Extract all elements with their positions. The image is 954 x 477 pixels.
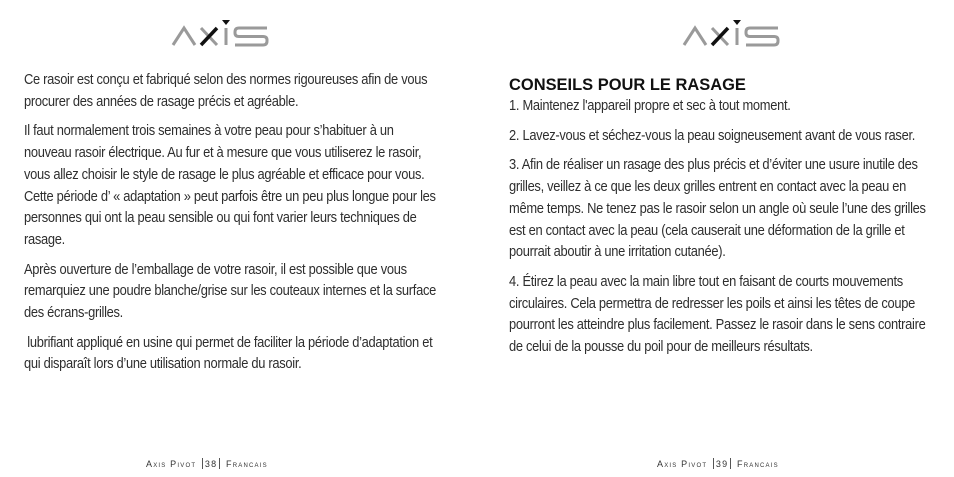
left-page-body [24,69,437,383]
tip-item: 3. Afin de réaliser un rasage des plus précis et d’éviter une usure inutile des grilles, veillez à ce que les deux grilles entrent en contact avec la peau en même temps. Ne tenez pas le rasoir selon un angle où seule l’une des grilles est en contact avec la peau (cela causerait une déformation de la grille et pourrait aboutir à une irritation cutanée). [509,156,926,261]
paragraph: lubrifiant appliqué en usine qui permet de faciliter la période d’adaptation et qui disparaît lors d’une utilisation normale du rasoir. [24,333,436,373]
page-footer [146,458,268,469]
tip-item: 2. Lavez-vous et séchez-vous la peau soigneusement avant de vous raser. [509,126,916,144]
footer-language: Francais [737,459,779,469]
divider [713,458,714,469]
page-number: 39 [715,459,729,469]
paragraph: Ce rasoir est conçu et fabriqué selon des normes rigoureuses afin de vous procurer des années de rasage précis et agréable. [24,71,428,110]
divider [730,458,731,469]
axis-logo [171,20,271,48]
paragraph: Il faut normalement trois semaines à votre peau pour s’habituer à un nouveau rasoir électrique. Au fur et à mesure que vous utiliserez le rasoir, vous allez choisir le style de rasage le plus agréable et efficace pour vous. Cette période d’ « adaptation » peut parfois être un peu plus longue pour les personnes qui ont la peau sensible ou qui font varier leurs techniques de rasage. [24,122,436,248]
axis-logo [682,20,782,48]
tip-item: 4. Étirez la peau avec la main libre tout en faisant de courts mouvements circulaires. Cela permettra de redresser les poils et ainsi les têtes de coupe pourront les atteindre plus facilement. Passez le rasoir dans le sens contraire de celui de la pousse du poil pour de meilleurs résultats. [509,272,926,356]
tip-item: 1. Maintenez l'appareil propre et sec à tout moment. [509,97,791,114]
footer-language: Francais [226,459,268,469]
divider [219,458,220,469]
page-footer [657,458,779,469]
divider [202,458,203,469]
footer-product: Axis Pivot [657,459,708,469]
right-page-body [509,75,927,366]
page-number: 38 [204,459,218,469]
footer-product: Axis Pivot [146,459,197,469]
section-heading: CONSEILS POUR LE RASAGE [509,76,746,94]
paragraph: Après ouverture de l’emballage de votre rasoir, il est possible que vous remarquiez une poudre blanche/grise sur les couteaux internes et la surface des écrans-grilles. [24,260,436,322]
page-39 [477,0,954,477]
